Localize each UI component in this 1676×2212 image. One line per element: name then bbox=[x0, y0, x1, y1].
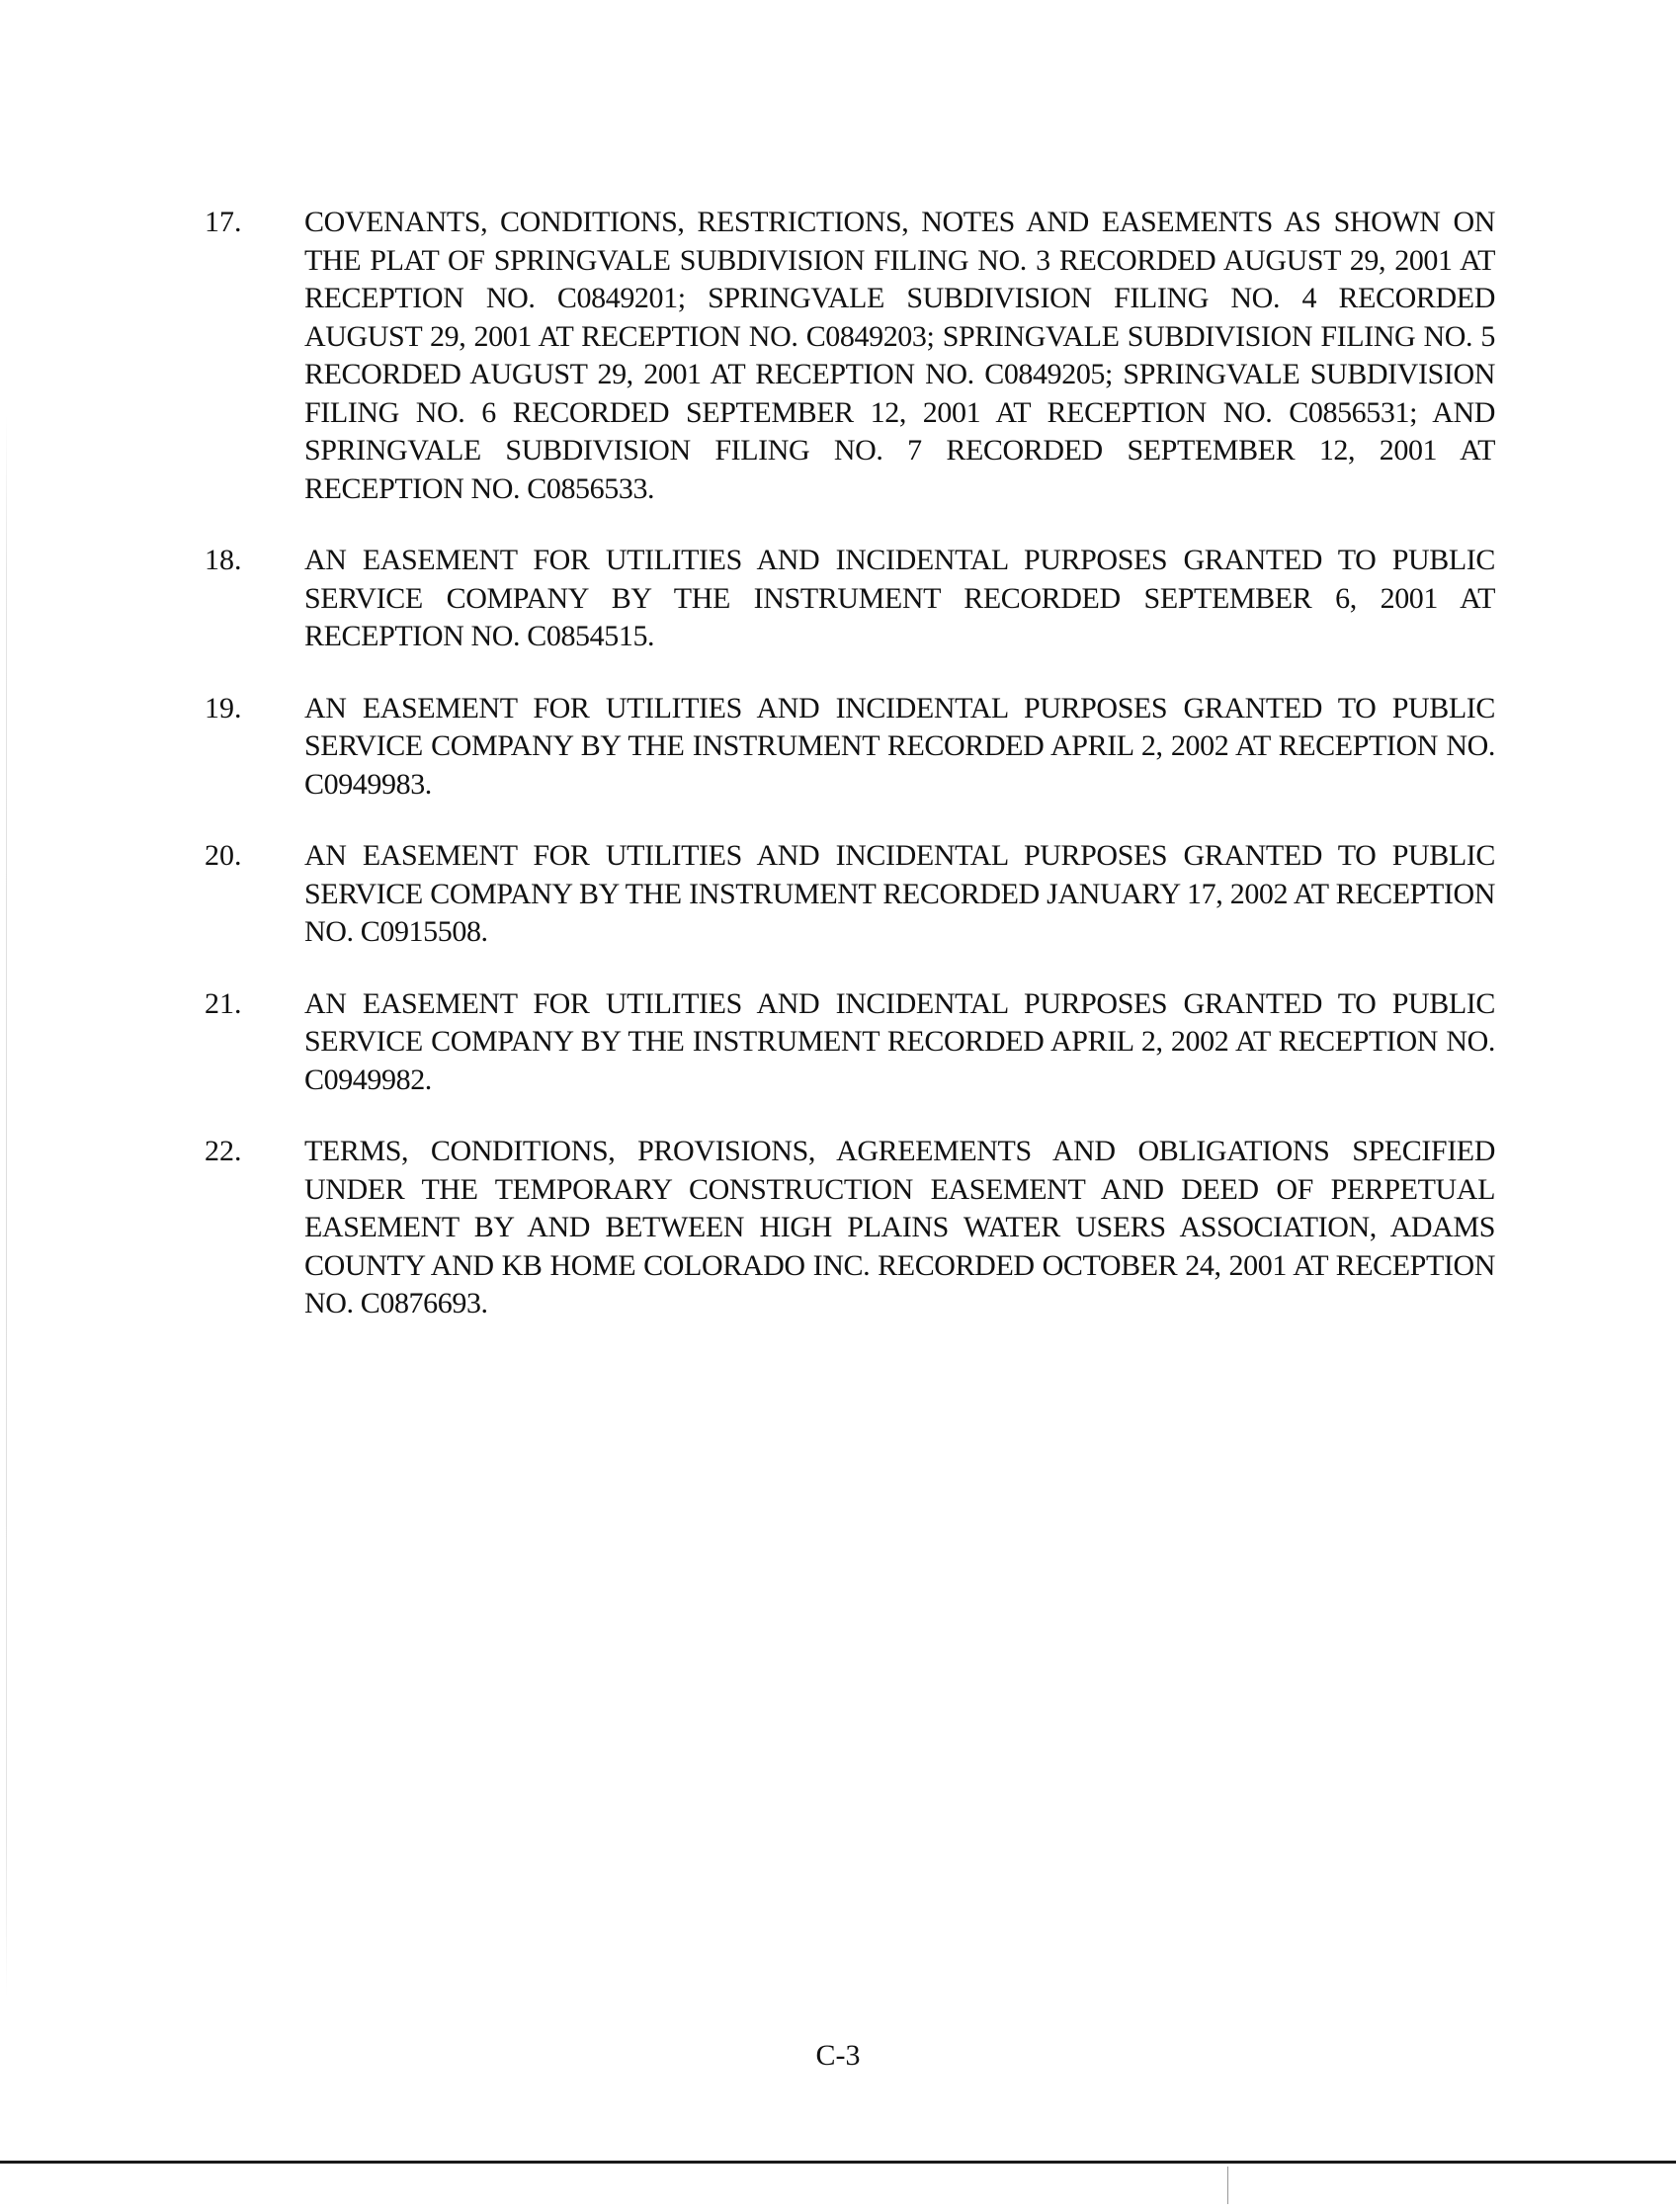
item-text: AN EASEMENT FOR UTILITIES AND INCIDENTAL PURPOSES GRANTED TO PUBLIC SERVICE COMPANY BY THE INSTRUMENT RECORDED APRIL 2, 2002 AT RECEPTION NO. C0949982. bbox=[304, 986, 1495, 1096]
item-number: 18. bbox=[205, 544, 242, 576]
footer-rule bbox=[0, 2161, 1676, 2164]
exceptions-list bbox=[0, 204, 1676, 1357]
item-text: TERMS, CONDITIONS, PROVISIONS, AGREEMENTS AND OBLIGATIONS SPECIFIED UNDER THE TEMPORARY CONSTRUCTION EASEMENT AND DEED OF PERPETUAL EASEMENT BY AND BETWEEN HIGH PLAINS WATER USERS ASSOCIATION, ADAMS COUNTY AND KB HOME COLORADO INC. RECORDED OCTOBER 24, 2001 AT RECEPTION NO. C0876693. bbox=[304, 1135, 1495, 1319]
item-number: 20. bbox=[205, 839, 242, 872]
item-text: AN EASEMENT FOR UTILITIES AND INCIDENTAL PURPOSES GRANTED TO PUBLIC SERVICE COMPANY BY THE INSTRUMENT RECORDED APRIL 2, 2002 AT RECEPTION NO. C0949983. bbox=[304, 691, 1495, 801]
item-number: 22. bbox=[205, 1135, 242, 1167]
item-number: 21. bbox=[205, 986, 242, 1020]
item-text: AN EASEMENT FOR UTILITIES AND INCIDENTAL PURPOSES GRANTED TO PUBLIC SERVICE COMPANY BY THE INSTRUMENT RECORDED SEPTEMBER 6, 2001 AT RECEPTION NO. C0854515. bbox=[304, 544, 1495, 652]
item-text: COVENANTS, CONDITIONS, RESTRICTIONS, NOTES AND EASEMENTS AS SHOWN ON THE PLAT OF SPRINGVALE SUBDIVISION FILING NO. 3 RECORDED AUGUST 29, 2001 AT RECEPTION NO. C0849201; SPRINGVALE SUBDIVISION FILING NO. 4 RECORDED AUGUST 29, 2001 AT RECEPTION NO. C0849203; SPRINGVALE SUBDIVISION FILING NO. 5 RECORDED AUGUST 29, 2001 AT RECEPTION NO. C0849205; SPRINGVALE SUBDIVISION FILING NO. 6 RECORDED SEPTEMBER 12, 2001 AT RECEPTION NO. C0856531; AND SPRINGVALE SUBDIVISION FILING NO. 7 RECORDED SEPTEMBER 12, 2001 AT RECEPTION NO. C0856533. bbox=[304, 206, 1495, 505]
list-item-21 bbox=[0, 985, 1676, 1100]
scan-mark-artifact bbox=[1227, 2167, 1228, 2204]
page-number: C-3 bbox=[815, 2039, 861, 2072]
list-item-20 bbox=[0, 837, 1676, 952]
list-item-18 bbox=[0, 542, 1676, 656]
item-number: 17. bbox=[205, 206, 242, 238]
list-item-22 bbox=[0, 1133, 1676, 1323]
list-item-17 bbox=[0, 204, 1676, 508]
list-item-19 bbox=[0, 690, 1676, 805]
item-number: 19. bbox=[205, 691, 242, 724]
item-text: AN EASEMENT FOR UTILITIES AND INCIDENTAL PURPOSES GRANTED TO PUBLIC SERVICE COMPANY BY THE INSTRUMENT RECORDED JANUARY 17, 2002 AT RECEPTION NO. C0915508. bbox=[304, 839, 1495, 948]
